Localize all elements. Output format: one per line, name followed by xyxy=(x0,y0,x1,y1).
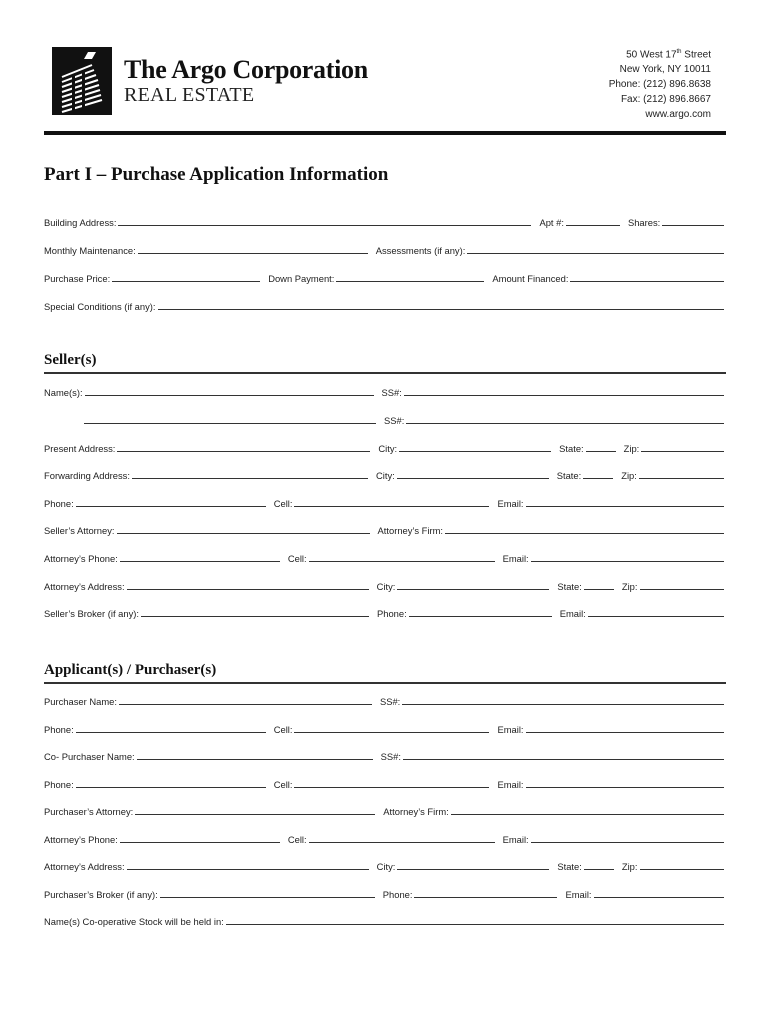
co-purchaser-name-field[interactable] xyxy=(137,759,373,760)
seller-attorneys-phone-label: Attorney’s Phone: xyxy=(44,553,118,564)
stock-held-in-label: Name(s) Co-operative Stock will be held in: xyxy=(44,916,224,927)
forwarding-city-label: City: xyxy=(375,470,395,481)
purchaser-attorneys-firm-label: Attorney’s Firm: xyxy=(383,806,449,817)
seller-attorney-cell-field[interactable] xyxy=(309,561,495,562)
sellers-broker-label: Seller’s Broker (if any): xyxy=(44,608,139,619)
row-seller-phone xyxy=(44,495,724,509)
co-purchaser-ss-label: SS#: xyxy=(380,751,401,762)
row-price xyxy=(44,270,724,284)
purchaser-broker-email-label: Email: xyxy=(565,889,592,900)
purchaser-name-label: Purchaser Name: xyxy=(44,696,117,707)
seller-broker-phone-label: Phone: xyxy=(377,608,407,619)
purchaser-attorney-email-label: Email: xyxy=(502,834,529,845)
seller-broker-phone-field[interactable] xyxy=(409,616,552,617)
purchasers-broker-field[interactable] xyxy=(160,897,375,898)
stock-held-in-field[interactable] xyxy=(226,924,724,925)
purchaser-attorneys-address-field[interactable] xyxy=(127,869,369,870)
row-seller-forwarding-address xyxy=(44,467,724,481)
applicant-section-divider xyxy=(44,682,726,684)
seller-names-label: Name(s): xyxy=(44,387,83,398)
purchaser-attorney-city-field[interactable] xyxy=(397,869,549,870)
co-purchaser-phone-label: Phone: xyxy=(44,779,74,790)
row-seller-name-2 xyxy=(44,412,724,426)
assessments-label: Assessments (if any): xyxy=(375,245,466,256)
address-street: Street xyxy=(681,49,711,61)
purchaser-attorneys-address-label: Attorney’s Address: xyxy=(44,861,125,872)
seller-name-2-field[interactable] xyxy=(84,423,376,424)
present-city-field[interactable] xyxy=(399,451,551,452)
forwarding-state-label: State: xyxy=(556,470,582,481)
purchasers-attorney-field[interactable] xyxy=(135,814,375,815)
contact-phone: Phone: (212) 896.8638 xyxy=(608,79,711,91)
present-state-label: State: xyxy=(559,443,584,454)
seller-ss-1-field[interactable] xyxy=(404,395,724,396)
row-purchaser-attorney xyxy=(44,803,724,817)
address-ordinal: th xyxy=(676,49,682,55)
seller-attorney-zip-label: Zip: xyxy=(621,581,638,592)
seller-broker-email-label: Email: xyxy=(559,608,586,619)
contact-website[interactable]: www.argo.com xyxy=(645,109,711,121)
co-purchaser-name-label: Co- Purchaser Name: xyxy=(44,751,135,762)
purchaser-attorney-zip-label: Zip: xyxy=(621,861,638,872)
purchaser-attorney-zip-field[interactable] xyxy=(640,869,725,870)
company-name: The Argo Corporation xyxy=(124,55,368,84)
monthly-maintenance-field[interactable] xyxy=(138,253,368,254)
seller-attorney-city-field[interactable] xyxy=(397,589,549,590)
seller-attorney-zip-field[interactable] xyxy=(640,589,725,590)
argo-building-logo-icon xyxy=(52,47,112,115)
row-stock-held-in xyxy=(44,913,724,927)
seller-attorneys-address-field[interactable] xyxy=(127,589,369,590)
forwarding-city-field[interactable] xyxy=(397,478,549,479)
shares-field[interactable] xyxy=(662,225,724,226)
purchaser-name-field[interactable] xyxy=(119,704,372,705)
row-purchaser-broker xyxy=(44,886,724,900)
seller-ss-2-label: SS#: xyxy=(384,415,405,426)
address-line-1 xyxy=(609,45,711,62)
row-special xyxy=(44,298,724,312)
seller-attorney-state-field[interactable] xyxy=(584,589,614,590)
row-seller-attorney xyxy=(44,522,724,536)
row-maintenance xyxy=(44,242,724,256)
seller-attorney-city-label: City: xyxy=(376,581,396,592)
purchaser-attorney-city-label: City: xyxy=(376,861,396,872)
seller-broker-email-field[interactable] xyxy=(588,616,724,617)
row-seller-present-address xyxy=(44,440,724,454)
monthly-maintenance-label: Monthly Maintenance: xyxy=(44,245,136,256)
purchaser-broker-phone-label: Phone: xyxy=(382,889,413,900)
apt-label: Apt #: xyxy=(539,217,564,228)
present-address-field[interactable] xyxy=(117,451,370,452)
seller-cell-label: Cell: xyxy=(273,498,293,509)
amount-financed-field[interactable] xyxy=(570,281,724,282)
seller-section-title: Seller(s) xyxy=(44,352,97,368)
row-seller-name-1 xyxy=(44,384,724,398)
seller-email-label: Email: xyxy=(497,498,524,509)
forwarding-state-field[interactable] xyxy=(583,478,613,479)
purchaser-email-label: Email: xyxy=(497,724,524,735)
purchaser-attorney-cell-label: Cell: xyxy=(287,834,307,845)
row-building xyxy=(44,214,724,228)
down-payment-label: Down Payment: xyxy=(268,273,335,284)
seller-phone-field[interactable] xyxy=(76,506,266,507)
sellers-broker-field[interactable] xyxy=(141,616,369,617)
address-line-2: New York, NY 10011 xyxy=(619,64,711,76)
seller-attorneys-firm-label: Attorney’s Firm: xyxy=(377,525,443,536)
present-city-label: City: xyxy=(378,443,398,454)
shares-label: Shares: xyxy=(627,217,661,228)
co-purchaser-email-label: Email: xyxy=(497,779,524,790)
forwarding-zip-label: Zip: xyxy=(621,470,637,481)
forwarding-zip-field[interactable] xyxy=(639,478,724,479)
purchase-price-label: Purchase Price: xyxy=(44,273,111,284)
row-purchaser-attorney-address xyxy=(44,858,724,872)
purchaser-phone-label: Phone: xyxy=(44,724,74,735)
forwarding-address-field[interactable] xyxy=(132,478,368,479)
seller-attorneys-firm-field[interactable] xyxy=(445,533,724,534)
seller-cell-field[interactable] xyxy=(294,506,489,507)
purchaser-attorneys-phone-label: Attorney’s Phone: xyxy=(44,834,118,845)
header-divider xyxy=(44,131,726,135)
purchaser-cell-field[interactable] xyxy=(294,732,489,733)
contact-fax: Fax: (212) 896.8667 xyxy=(620,94,711,106)
purchaser-ss-field[interactable] xyxy=(402,704,724,705)
co-purchaser-email-field[interactable] xyxy=(526,787,724,788)
purchaser-cell-label: Cell: xyxy=(273,724,293,735)
co-purchaser-cell-label: Cell: xyxy=(273,779,293,790)
seller-name-1-field[interactable] xyxy=(85,395,374,396)
address-street-number: 50 West 17 xyxy=(626,49,677,61)
present-zip-field[interactable] xyxy=(641,451,724,452)
row-co-purchaser-name xyxy=(44,748,724,762)
special-conditions-label: Special Conditions (if any): xyxy=(44,301,156,312)
applicant-section-title: Applicant(s) / Purchaser(s) xyxy=(44,662,217,678)
amount-financed-label: Amount Financed: xyxy=(492,273,569,284)
seller-ss-1-label: SS#: xyxy=(381,387,402,398)
purchaser-broker-email-field[interactable] xyxy=(594,897,724,898)
assessments-field[interactable] xyxy=(467,253,724,254)
apt-field[interactable] xyxy=(566,225,620,226)
special-conditions-field[interactable] xyxy=(158,309,724,310)
row-purchaser-phone xyxy=(44,721,724,735)
row-seller-attorney-phone xyxy=(44,550,724,564)
purchaser-email-field[interactable] xyxy=(526,732,724,733)
page-title: Part I – Purchase Application Information xyxy=(44,164,389,185)
co-purchaser-ss-field[interactable] xyxy=(403,759,724,760)
seller-phone-label: Phone: xyxy=(44,498,74,509)
co-purchaser-phone-field[interactable] xyxy=(76,787,266,788)
row-purchaser-attorney-phone xyxy=(44,831,724,845)
building-address-field[interactable] xyxy=(118,225,531,226)
purchaser-attorneys-firm-field[interactable] xyxy=(451,814,724,815)
purchaser-phone-field[interactable] xyxy=(76,732,266,733)
contact-block xyxy=(609,45,711,122)
present-state-field[interactable] xyxy=(586,451,616,452)
purchasers-broker-label: Purchaser’s Broker (if any): xyxy=(44,889,158,900)
purchaser-attorney-state-field[interactable] xyxy=(584,869,614,870)
seller-attorneys-address-label: Attorney’s Address: xyxy=(44,581,125,592)
sellers-attorney-label: Seller’s Attorney: xyxy=(44,525,115,536)
purchaser-attorneys-phone-field[interactable] xyxy=(120,842,280,843)
seller-ss-2-field[interactable] xyxy=(406,423,724,424)
seller-attorney-email-field[interactable] xyxy=(531,561,724,562)
purchase-price-field[interactable] xyxy=(112,281,260,282)
company-division: REAL ESTATE xyxy=(124,84,255,106)
seller-attorney-email-label: Email: xyxy=(502,553,529,564)
row-seller-attorney-address xyxy=(44,578,724,592)
purchaser-ss-label: SS#: xyxy=(379,696,401,707)
row-purchaser-name xyxy=(44,693,724,707)
row-co-purchaser-phone xyxy=(44,776,724,790)
seller-attorney-cell-label: Cell: xyxy=(287,553,307,564)
present-zip-label: Zip: xyxy=(623,443,640,454)
purchaser-attorney-cell-field[interactable] xyxy=(309,842,495,843)
seller-attorney-state-label: State: xyxy=(557,581,582,592)
row-seller-broker xyxy=(44,605,724,619)
sellers-attorney-field[interactable] xyxy=(117,533,370,534)
down-payment-field[interactable] xyxy=(336,281,484,282)
seller-email-field[interactable] xyxy=(526,506,724,507)
purchaser-attorney-state-label: State: xyxy=(557,861,582,872)
purchasers-attorney-label: Purchaser’s Attorney: xyxy=(44,806,134,817)
seller-attorneys-phone-field[interactable] xyxy=(120,561,280,562)
seller-section-divider xyxy=(44,372,726,374)
forwarding-address-label: Forwarding Address: xyxy=(44,470,130,481)
purchaser-broker-phone-field[interactable] xyxy=(414,897,557,898)
purchaser-attorney-email-field[interactable] xyxy=(531,842,724,843)
building-address-label: Building Address: xyxy=(44,217,117,228)
present-address-label: Present Address: xyxy=(44,443,116,454)
co-purchaser-cell-field[interactable] xyxy=(294,787,489,788)
